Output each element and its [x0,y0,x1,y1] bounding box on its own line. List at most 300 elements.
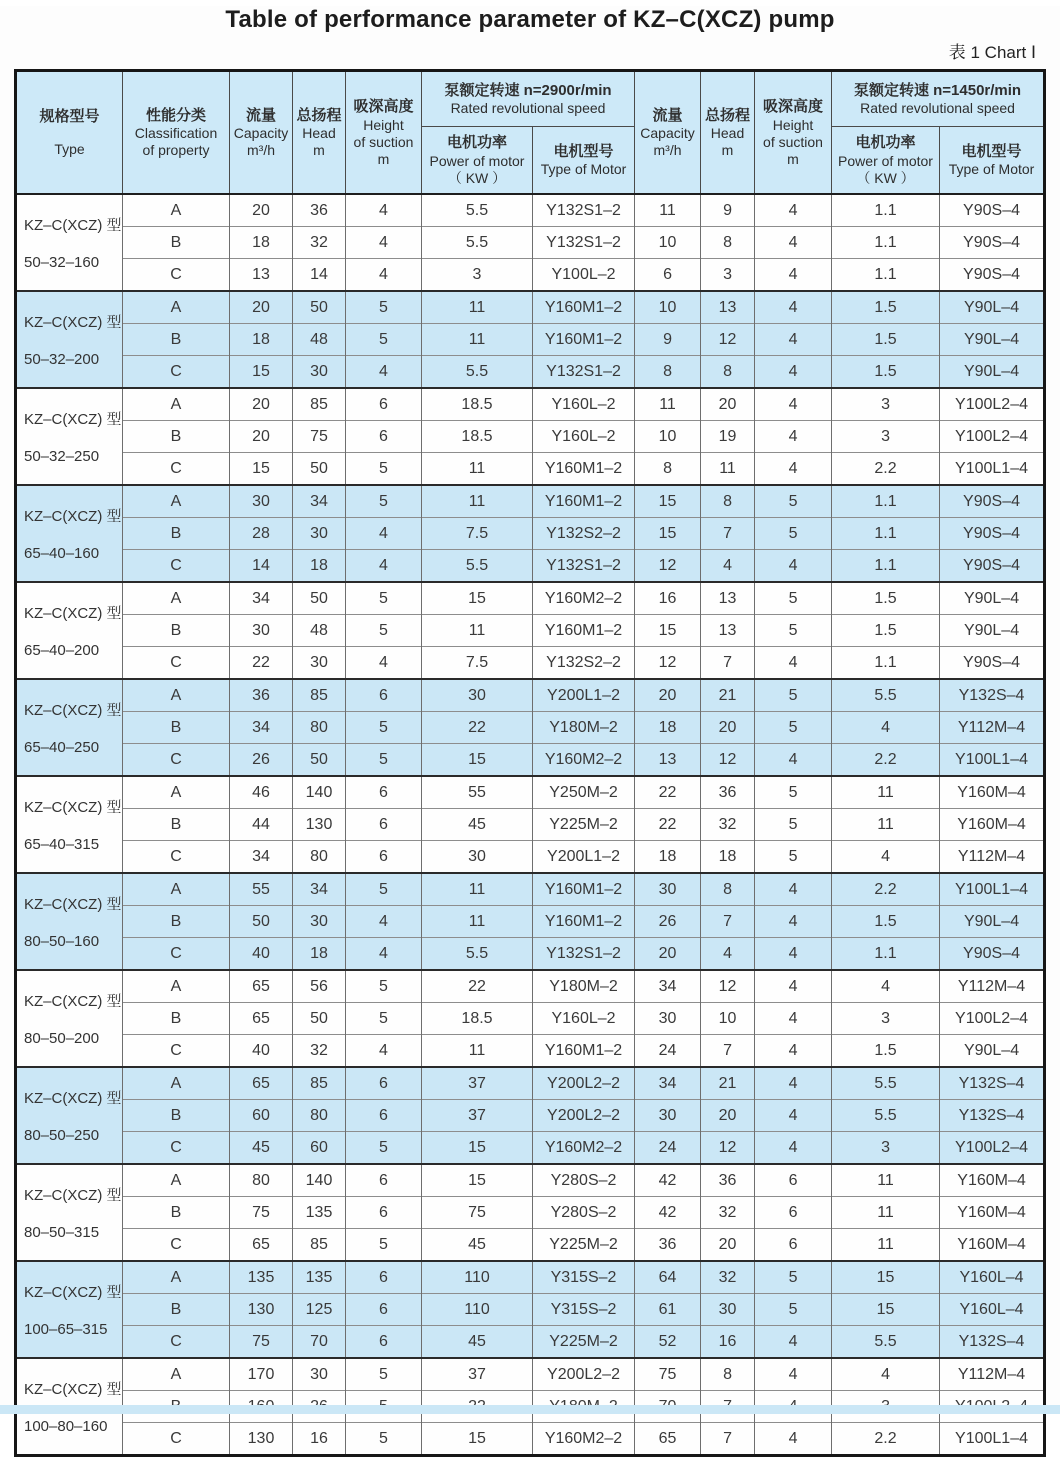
suction-1450-cell: 5 [755,776,832,809]
head-1450-cell: 4 [701,550,755,583]
motor-1450-cell: Y112M–4 [940,841,1045,874]
capacity-1450-cell: 12 [635,647,701,680]
power-1450-cell: 1.1 [832,227,940,259]
pump-series-label: KZ–C(XCZ) 型 [24,1187,122,1205]
head-2900-cell: 125 [293,1294,346,1326]
power-2900-cell: 37 [422,1100,533,1132]
power-1450-cell: 11 [832,776,940,809]
head-2900-cell: 34 [293,873,346,906]
power-1450-cell: 15 [832,1261,940,1294]
table-row [16,194,1045,227]
power-2900-cell: 15 [422,744,533,777]
motor-2900-cell: Y180M–2 [533,970,635,1003]
classification-cell: B [123,518,230,550]
suction-2900-cell: 5 [346,1003,422,1035]
capacity-1450-cell: 15 [635,615,701,647]
capacity2-header-en: Capacity [640,125,695,142]
suction-header-zh: 吸深高度 [353,98,414,116]
classification-cell: A [123,388,230,421]
suction-2900-cell: 4 [346,227,422,259]
motor-1450-cell: Y160L–4 [940,1294,1045,1326]
motor-2900-cell: Y100L–2 [533,259,635,292]
pump-size-label: 80–50–200 [24,1029,100,1047]
suction-1450-cell: 4 [755,388,832,421]
head-2900-cell: 50 [293,291,346,324]
capacity-2900-cell: 40 [230,938,293,971]
motor-2900-cell: Y160L–2 [533,1003,635,1035]
table-row [16,1294,1045,1326]
capacity-1450-cell: 15 [635,518,701,550]
chart-caption: 表 1 Chart Ⅰ [948,43,1036,62]
head-2900-cell: 130 [293,809,346,841]
motor-2900-cell: Y225M–2 [533,809,635,841]
motor-2900-cell: Y250M–2 [533,776,635,809]
head-1450-cell: 7 [701,1035,755,1068]
table-row [16,938,1045,971]
capacity-2900-cell: 20 [230,291,293,324]
head-2900-cell: 48 [293,324,346,356]
power-1450-cell: 11 [832,1164,940,1197]
motor-2900-cell: Y160M1–2 [533,1035,635,1068]
head-1450-cell: 16 [701,1326,755,1359]
suction-1450-cell: 4 [755,647,832,680]
suction-2900-cell: 6 [346,1164,422,1197]
pump-model-group [16,485,1045,582]
suction-2900-cell: 5 [346,1358,422,1391]
motor-1450-cell: Y160L–4 [940,1261,1045,1294]
suction-1450-cell: 4 [755,1035,832,1068]
table-row [16,259,1045,292]
suction-2900-cell: 4 [346,938,422,971]
capacity-1450-cell: 11 [635,388,701,421]
classification-cell: C [123,744,230,777]
classification-cell: B [123,906,230,938]
suction-1450-cell: 6 [755,1229,832,1262]
motor-2900-cell: Y132S1–2 [533,227,635,259]
suction-2900-cell: 6 [346,809,422,841]
power-1450-cell: 1.1 [832,485,940,518]
head-2900-cell: 85 [293,388,346,421]
capacity-1450-cell: 30 [635,1100,701,1132]
head-2900-cell: 135 [293,1197,346,1229]
capacity-1450-cell: 24 [635,1035,701,1068]
capacity-1450-cell: 12 [635,550,701,583]
head-2900-cell: 80 [293,841,346,874]
suction-2900-cell: 5 [346,873,422,906]
classification-cell: A [123,1358,230,1391]
table-row [16,1197,1045,1229]
power-1450-cell: 1.1 [832,647,940,680]
capacity-1450-cell: 9 [635,324,701,356]
head-1450-cell: 13 [701,615,755,647]
suction-header-unit: m [377,150,390,167]
motor-2900-cell: Y200L2–2 [533,1100,635,1132]
power-2900-cell: 11 [422,453,533,486]
motor-2900-cell: Y225M–2 [533,1229,635,1262]
motor2-header-zh: 电机型号 [961,142,1022,160]
motor-1450-cell: Y112M–4 [940,1358,1045,1391]
head-2900-cell: 30 [293,518,346,550]
motor-1450-cell: Y100L2–4 [940,1132,1045,1165]
classification-cell: C [123,841,230,874]
pump-series-label: KZ–C(XCZ) 型 [24,896,122,914]
power-1450-cell: 1.5 [832,582,940,615]
power-2900-cell: 11 [422,324,533,356]
motor-1450-cell: Y90S–4 [940,259,1045,292]
table-row [16,550,1045,583]
power-2900-cell: 18.5 [422,421,533,453]
power-2900-cell: 11 [422,615,533,647]
motor-2900-cell: Y280S–2 [533,1197,635,1229]
table-row [16,970,1045,1003]
col-header-type [16,71,123,195]
motor-1450-cell: Y90L–4 [940,324,1045,356]
suction-1450-cell: 5 [755,809,832,841]
motor-2900-cell: Y132S2–2 [533,518,635,550]
capacity-1450-cell: 24 [635,1132,701,1165]
capacity-1450-cell: 13 [635,744,701,777]
power-2900-cell: 11 [422,291,533,324]
suction-1450-cell: 4 [755,938,832,971]
head-2900-cell: 70 [293,1326,346,1359]
capacity-2900-cell: 46 [230,776,293,809]
power-1450-cell: 11 [832,1197,940,1229]
suction-2900-cell: 5 [346,712,422,744]
table-row [16,906,1045,938]
suction-2900-cell: 4 [346,1035,422,1068]
power-2900-cell: 15 [422,1423,533,1456]
capacity-1450-cell: 10 [635,291,701,324]
suction-2900-cell: 5 [346,291,422,324]
motor-1450-cell: Y100L1–4 [940,744,1045,777]
classification-cell: B [123,712,230,744]
head-2900-cell: 50 [293,744,346,777]
power-1450-cell: 4 [832,1358,940,1391]
col-header-classification [123,71,230,195]
head-2900-cell: 18 [293,550,346,583]
capacity2-header-zh: 流量 [652,106,683,124]
classification-cell: B [123,1100,230,1132]
motor-2900-cell: Y160M2–2 [533,744,635,777]
capacity-2900-cell: 80 [230,1164,293,1197]
table-row [16,1003,1045,1035]
head-1450-cell: 12 [701,324,755,356]
head-2900-cell: 30 [293,647,346,680]
motor-2900-cell: Y132S2–2 [533,647,635,680]
motor-1450-cell: Y100L2–4 [940,421,1045,453]
speed-2900-en: Rated revolutional speed [450,100,606,117]
classification-cell: C [123,453,230,486]
table-row [16,1358,1045,1391]
pump-series-label: KZ–C(XCZ) 型 [24,411,122,429]
head-2900-cell: 16 [293,1423,346,1456]
classification-cell: C [123,1326,230,1359]
suction-1450-cell: 4 [755,873,832,906]
motor-2900-cell: Y200L1–2 [533,841,635,874]
classification-cell: C [123,1035,230,1068]
pump-model-group [16,1164,1045,1261]
motor-2900-cell: Y315S–2 [533,1261,635,1294]
power-2900-cell: 110 [422,1261,533,1294]
table-row [16,582,1045,615]
pump-model-cell [16,1261,123,1358]
power-2900-cell: 22 [422,970,533,1003]
suction-2900-cell: 4 [346,906,422,938]
power-1450-cell: 3 [832,388,940,421]
classification-cell: C [123,647,230,680]
capacity-1450-cell: 16 [635,582,701,615]
suction-1450-cell: 4 [755,194,832,227]
head-1450-cell: 20 [701,1100,755,1132]
head-1450-cell: 32 [701,1261,755,1294]
classification-cell: B [123,1003,230,1035]
classification-cell: A [123,582,230,615]
power-1450-cell: 1.5 [832,324,940,356]
head-1450-cell: 36 [701,1164,755,1197]
head-1450-cell: 32 [701,1197,755,1229]
capacity-2900-cell: 75 [230,1197,293,1229]
power-2900-cell: 7.5 [422,518,533,550]
classification-cell: A [123,873,230,906]
suction2-header-en2: of suction [763,133,823,150]
capacity-1450-cell: 11 [635,194,701,227]
classification-header-en1: Classification [134,125,218,142]
head-1450-cell: 4 [701,938,755,971]
capacity-2900-cell: 18 [230,324,293,356]
motor-2900-cell: Y200L2–2 [533,1067,635,1100]
head-1450-cell: 10 [701,1003,755,1035]
pump-series-label: KZ–C(XCZ) 型 [24,1090,122,1108]
suction-2900-cell: 4 [346,356,422,389]
capacity-1450-cell: 20 [635,679,701,712]
power-1450-cell: 2.2 [832,1423,940,1456]
head-2900-cell: 140 [293,776,346,809]
head-2900-cell: 85 [293,1229,346,1262]
head-2900-cell: 50 [293,1003,346,1035]
suction-1450-cell: 4 [755,744,832,777]
head-1450-cell: 19 [701,421,755,453]
pump-model-cell [16,873,123,970]
power-1450-cell: 15 [832,1294,940,1326]
pump-series-label: KZ–C(XCZ) 型 [24,314,122,332]
classification-cell: B [123,324,230,356]
suction-1450-cell: 4 [755,356,832,389]
motor-2900-cell: Y132S1–2 [533,938,635,971]
head-2900-cell: 56 [293,970,346,1003]
pump-model-group [16,679,1045,776]
capacity-2900-cell: 170 [230,1358,293,1391]
pump-size-label: 50–32–160 [24,253,100,271]
power-2900-cell: 45 [422,809,533,841]
suction-2900-cell: 5 [346,1423,422,1456]
power-1450-cell: 11 [832,1229,940,1262]
head-1450-cell: 32 [701,809,755,841]
table-row [16,421,1045,453]
suction-1450-cell: 4 [755,421,832,453]
suction-1450-cell: 5 [755,1294,832,1326]
motor-1450-cell: Y160M–4 [940,1164,1045,1197]
suction-1450-cell: 4 [755,227,832,259]
table-row [16,873,1045,906]
power-1450-cell: 2.2 [832,873,940,906]
pump-series-label: KZ–C(XCZ) 型 [24,799,122,817]
motor-1450-cell: Y132S–4 [940,1326,1045,1359]
col-header-speed-2900 [422,71,635,127]
head2-header-unit: m [721,142,734,159]
motor-2900-cell: Y200L2–2 [533,1358,635,1391]
table-row [16,1261,1045,1294]
motor-2900-cell: Y160M1–2 [533,873,635,906]
head-1450-cell: 13 [701,582,755,615]
head-2900-cell: 48 [293,615,346,647]
pump-model-group [16,776,1045,873]
power-1450-cell: 5.5 [832,1067,940,1100]
power-1450-cell: 1.5 [832,356,940,389]
motor-2900-cell: Y160M1–2 [533,291,635,324]
capacity-1450-cell: 18 [635,712,701,744]
table-row [16,1164,1045,1197]
pump-size-label: 80–50–160 [24,932,100,950]
pump-model-cell [16,291,123,388]
head-1450-cell: 9 [701,194,755,227]
table-row [16,647,1045,680]
suction-2900-cell: 5 [346,582,422,615]
head-1450-cell: 12 [701,744,755,777]
head-2900-cell: 80 [293,1100,346,1132]
pump-model-group [16,388,1045,485]
power-1450-cell: 3 [832,1132,940,1165]
motor-2900-cell: Y160M2–2 [533,1423,635,1456]
classification-cell: A [123,1261,230,1294]
suction-2900-cell: 5 [346,485,422,518]
pump-model-group [16,873,1045,970]
col-header-capacity-1450 [635,71,701,195]
capacity-2900-cell: 135 [230,1261,293,1294]
motor-1450-cell: Y90L–4 [940,582,1045,615]
suction-1450-cell: 4 [755,259,832,292]
motor-1450-cell: Y160M–4 [940,1229,1045,1262]
capacity-1450-cell: 34 [635,970,701,1003]
classification-cell: C [123,1132,230,1165]
power-2900-cell: 11 [422,906,533,938]
head2-header-zh: 总扬程 [705,106,751,124]
head-header-zh: 总扬程 [296,106,342,124]
capacity-1450-cell: 30 [635,873,701,906]
suction-1450-cell: 5 [755,615,832,647]
suction-2900-cell: 5 [346,1229,422,1262]
pump-size-label: 100–65–315 [24,1320,108,1338]
suction-1450-cell: 4 [755,970,832,1003]
power-2900-cell: 5.5 [422,194,533,227]
motor-1450-cell: Y90L–4 [940,1035,1045,1068]
capacity-2900-cell: 40 [230,1035,293,1068]
power-1450-cell: 4 [832,841,940,874]
motor-1450-cell: Y90S–4 [940,647,1045,680]
speed-1450-en: Rated revolutional speed [860,100,1015,117]
head-1450-cell: 30 [701,1294,755,1326]
head-1450-cell: 20 [701,712,755,744]
head-2900-cell: 85 [293,1067,346,1100]
pump-size-label: 100–80–160 [24,1417,108,1435]
power-1450-cell: 3 [832,421,940,453]
head-2900-cell: 34 [293,485,346,518]
capacity-1450-cell: 26 [635,906,701,938]
power-2900-cell: 5.5 [422,356,533,389]
suction-1450-cell: 4 [755,1358,832,1391]
motor-1450-cell: Y90L–4 [940,615,1045,647]
table-row [16,324,1045,356]
table-row [16,679,1045,712]
power-2900-cell: 15 [422,582,533,615]
classification-cell: A [123,194,230,227]
pump-model-cell [16,485,123,582]
pump-size-label: 65–40–160 [24,544,100,562]
motor-1450-cell: Y160M–4 [940,809,1045,841]
classification-cell: C [123,550,230,583]
suction-2900-cell: 6 [346,776,422,809]
motor-1450-cell: Y132S–4 [940,1100,1045,1132]
power-1450-cell: 11 [832,809,940,841]
power-2900-cell: 15 [422,1164,533,1197]
pump-model-group [16,291,1045,388]
table-row [16,1067,1045,1100]
head-2900-cell: 50 [293,582,346,615]
capacity-2900-cell: 18 [230,227,293,259]
classification-cell: A [123,485,230,518]
table-row [16,1229,1045,1262]
power-2900-cell: 3 [422,259,533,292]
power-header-unit: （ KW ） [447,169,507,186]
power-1450-cell: 1.5 [832,906,940,938]
table-row [16,291,1045,324]
classification-cell: C [123,938,230,971]
capacity-2900-cell: 36 [230,679,293,712]
motor-1450-cell: Y90S–4 [940,227,1045,259]
capacity-2900-cell: 60 [230,1100,293,1132]
power-2900-cell: 37 [422,1067,533,1100]
motor-1450-cell: Y132S–4 [940,1067,1045,1100]
table-row [16,615,1045,647]
power-2900-cell: 7.5 [422,647,533,680]
motor-2900-cell: Y132S1–2 [533,550,635,583]
power-2900-cell: 45 [422,1229,533,1262]
suction-2900-cell: 5 [346,744,422,777]
classification-cell: B [123,615,230,647]
motor-1450-cell: Y100L2–4 [940,388,1045,421]
capacity-1450-cell: 34 [635,1067,701,1100]
suction-2900-cell: 4 [346,259,422,292]
suction-2900-cell: 6 [346,679,422,712]
head-2900-cell: 36 [293,194,346,227]
power-1450-cell: 1.1 [832,194,940,227]
pump-series-label: KZ–C(XCZ) 型 [24,1381,122,1399]
type-header-zh: 规格型号 [39,108,100,126]
head-2900-cell: 135 [293,1261,346,1294]
capacity-2900-cell: 13 [230,259,293,292]
pump-series-label: KZ–C(XCZ) 型 [24,217,122,235]
head-2900-cell: 50 [293,453,346,486]
power-1450-cell: 2.2 [832,453,940,486]
head-1450-cell: 7 [701,1423,755,1456]
suction-1450-cell: 4 [755,550,832,583]
suction-2900-cell: 4 [346,518,422,550]
suction-2900-cell: 4 [346,194,422,227]
classification-cell: A [123,291,230,324]
capacity-header-en: Capacity [233,125,289,142]
head-1450-cell: 8 [701,485,755,518]
motor-header-zh: 电机型号 [553,142,614,160]
head-1450-cell: 13 [701,291,755,324]
